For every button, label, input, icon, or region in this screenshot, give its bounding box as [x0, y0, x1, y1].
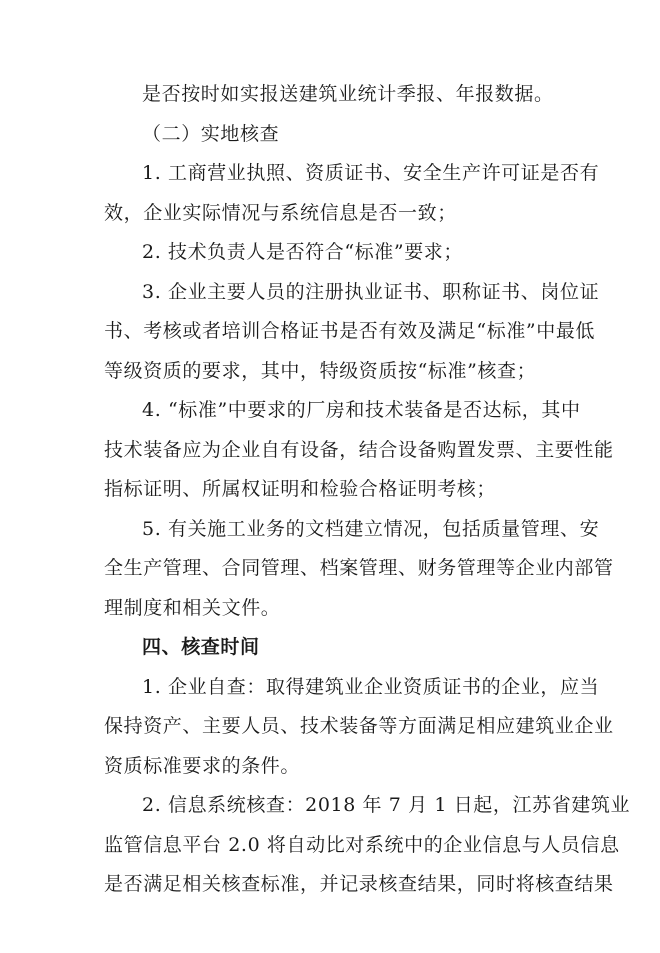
text-line: 技术装备应为企业自有设备，结合设备购置发票、主要性能	[104, 438, 614, 461]
text-line: （二）实地核查	[142, 122, 280, 145]
text-line: 监管信息平台 2.0 将自动比对系统中的企业信息与人员信息	[104, 833, 620, 856]
text-line: 1. 企业自查：取得建筑业企业资质证书的企业，应当	[142, 675, 600, 698]
text-line: 4. “标准”中要求的厂房和技术装备是否达标，其中	[142, 399, 581, 421]
text-line: 指标证明、所属权证明和检验合格证明考核；	[104, 478, 497, 500]
text-line: 等级资质的要求，其中，特级资质按“标准”核查；	[104, 359, 537, 382]
text-line: 3. 企业主要人员的注册执业证书、职称证书、岗位证	[142, 280, 600, 303]
text-line: 是否满足相关核查标准，并记录核查结果，同时将核查结果	[104, 873, 614, 895]
text-line: 2. 技术负责人是否符合“标准”要求；	[142, 241, 463, 263]
text-line: 效，企业实际情况与系统信息是否一致；	[104, 201, 457, 224]
section-heading: 四、核查时间	[142, 636, 260, 658]
text-line: 1. 工商营业执照、资质证书、安全生产许可证是否有	[142, 162, 600, 184]
text-line: 2. 信息系统核查：2018 年 7 月 1 日起，江苏省建筑业	[142, 794, 631, 816]
text-line: 理制度和相关文件。	[104, 596, 281, 619]
text-line: 全生产管理、合同管理、档案管理、财务管理等企业内部管	[104, 557, 614, 579]
text-line: 保持资产、主要人员、技术装备等方面满足相应建筑业企业	[104, 715, 614, 737]
text-line: 书、考核或者培训合格证书是否有效及满足“标准”中最低	[104, 320, 596, 342]
text-line: 5. 有关施工业务的文档建立情况，包括质量管理、安	[142, 517, 600, 540]
text-line: 是否按时如实报送建筑业统计季报、年报数据。	[142, 83, 554, 105]
document-body	[104, 75, 631, 905]
text-line: 资质标准要求的条件。	[104, 754, 301, 777]
